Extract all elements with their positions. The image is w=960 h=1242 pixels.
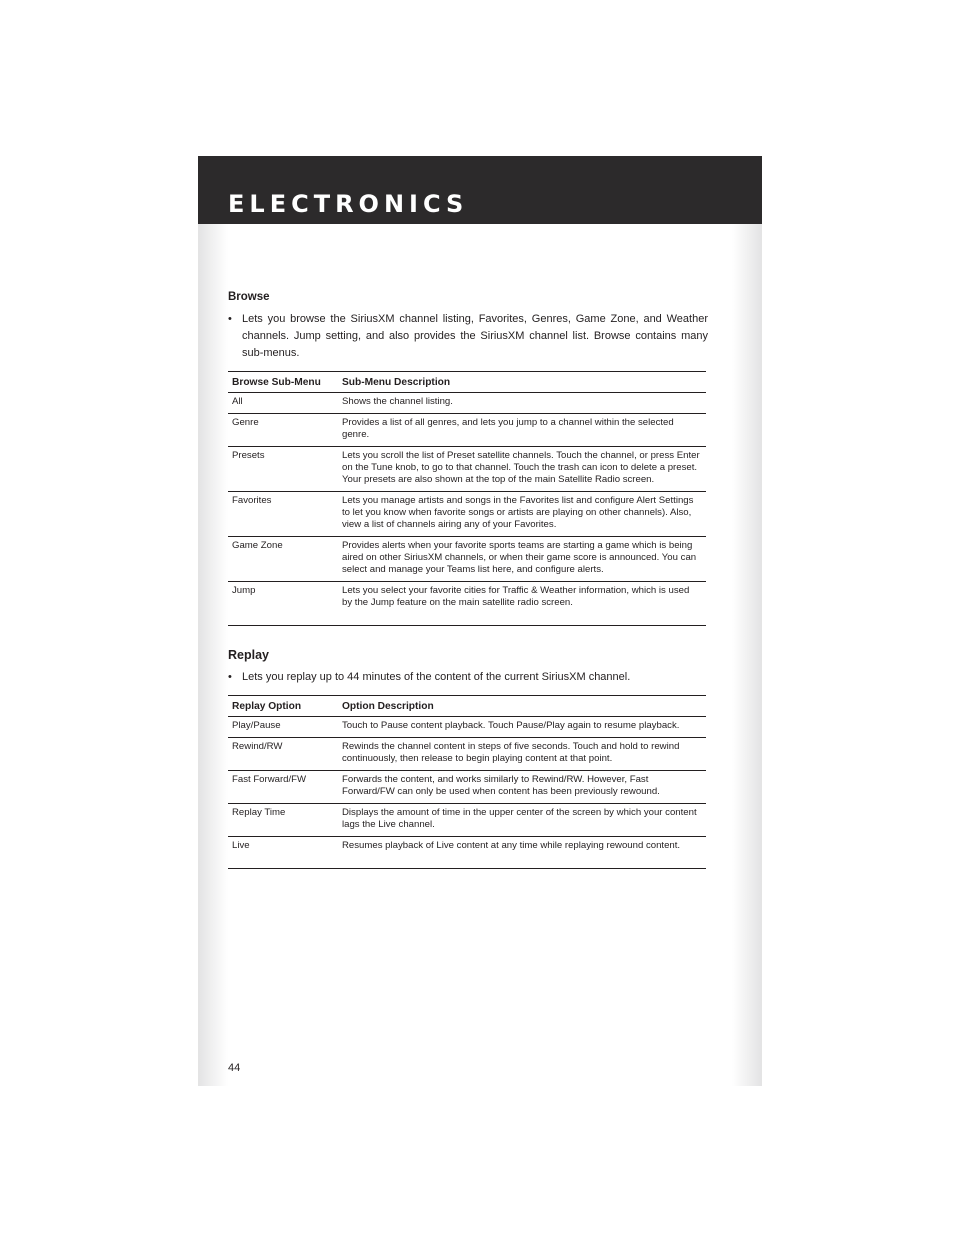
description-cell: Lets you scroll the list of Preset satellite channels. Touch the channel, or press Enter on the Tune knob, to go to that channel. Touch the trash can icon to delete a preset. Your presets are also shown at the top of the main Satellite Radio screen.: [338, 447, 706, 492]
menu-name-cell: Favorites: [228, 492, 338, 537]
menu-name-cell: Jump: [228, 582, 338, 626]
replay-table: [228, 695, 706, 869]
browse-bullet: [228, 311, 708, 362]
description-cell: Lets you select your favorite cities for Traffic & Weather information, which is used by the Jump feature on the main satellite radio screen.: [338, 582, 706, 626]
description-cell: Provides a list of all genres, and lets you jump to a channel within the selected genre.: [338, 414, 706, 447]
replay-bullet: [228, 669, 708, 686]
table-row: [228, 837, 706, 869]
replay-heading: Replay: [228, 648, 269, 662]
description-cell: Resumes playback of Live content at any time while replaying rewound content.: [338, 837, 706, 869]
option-name-cell: Play/Pause: [228, 717, 338, 738]
menu-name-cell: Presets: [228, 447, 338, 492]
browse-heading: Browse: [228, 291, 270, 303]
table-row: [228, 771, 706, 804]
table-row: [228, 717, 706, 738]
table-row: [228, 492, 706, 537]
table-row: [228, 537, 706, 582]
option-name-cell: Fast Forward/FW: [228, 771, 338, 804]
table-row: [228, 738, 706, 771]
bullet-icon: •: [228, 313, 232, 325]
browse-table: [228, 371, 706, 626]
menu-name-cell: All: [228, 393, 338, 414]
description-cell: Displays the amount of time in the upper center of the screen by which your content lags the Live channel.: [338, 804, 706, 837]
description-cell: Provides alerts when your favorite sports teams are starting a game which is being aired on other SiriusXM channels, or when their game score is announced. You can select and manage your Teams list here, and configure alerts.: [338, 537, 706, 582]
section-title: ELECTRONICS: [228, 190, 469, 218]
menu-name-cell: Genre: [228, 414, 338, 447]
bullet-icon: •: [228, 671, 232, 683]
table-row: [228, 804, 706, 837]
table-row: [228, 393, 706, 414]
column-header: Sub-Menu Description: [338, 372, 706, 393]
browse-bullet-text: Lets you browse the SiriusXM channel listing, Favorites, Genres, Game Zone, and Weather channels. Jump setting, and also provides the SiriusXM channel list. Browse contains many sub-menus.: [242, 313, 708, 359]
description-cell: Lets you manage artists and songs in the Favorites list and configure Alert Settings to let you know when favorite songs or artists are playing on other channels). Also, view a list of channels airing any of your Favorites.: [338, 492, 706, 537]
column-header: Browse Sub-Menu: [228, 372, 338, 393]
option-name-cell: Replay Time: [228, 804, 338, 837]
description-cell: Forwards the content, and works similarly to Rewind/RW. However, Fast Forward/FW can only be used when content has been previously rewound.: [338, 771, 706, 804]
column-header: Replay Option: [228, 696, 338, 717]
menu-name-cell: Game Zone: [228, 537, 338, 582]
option-name-cell: Live: [228, 837, 338, 869]
replay-bullet-text: Lets you replay up to 44 minutes of the content of the current SiriusXM channel.: [242, 671, 631, 683]
page-content: [228, 290, 708, 869]
column-header: Option Description: [338, 696, 706, 717]
table-row: [228, 582, 706, 626]
table-row: [228, 414, 706, 447]
description-cell: Touch to Pause content playback. Touch Pause/Play again to resume playback.: [338, 717, 706, 738]
page-number: 44: [228, 1062, 241, 1074]
table-row: [228, 447, 706, 492]
table-header-row: [228, 372, 706, 393]
description-cell: Rewinds the channel content in steps of five seconds. Touch and hold to rewind continuously, then release to begin playing content at that point.: [338, 738, 706, 771]
option-name-cell: Rewind/RW: [228, 738, 338, 771]
description-cell: Shows the channel listing.: [338, 393, 706, 414]
table-header-row: [228, 696, 706, 717]
